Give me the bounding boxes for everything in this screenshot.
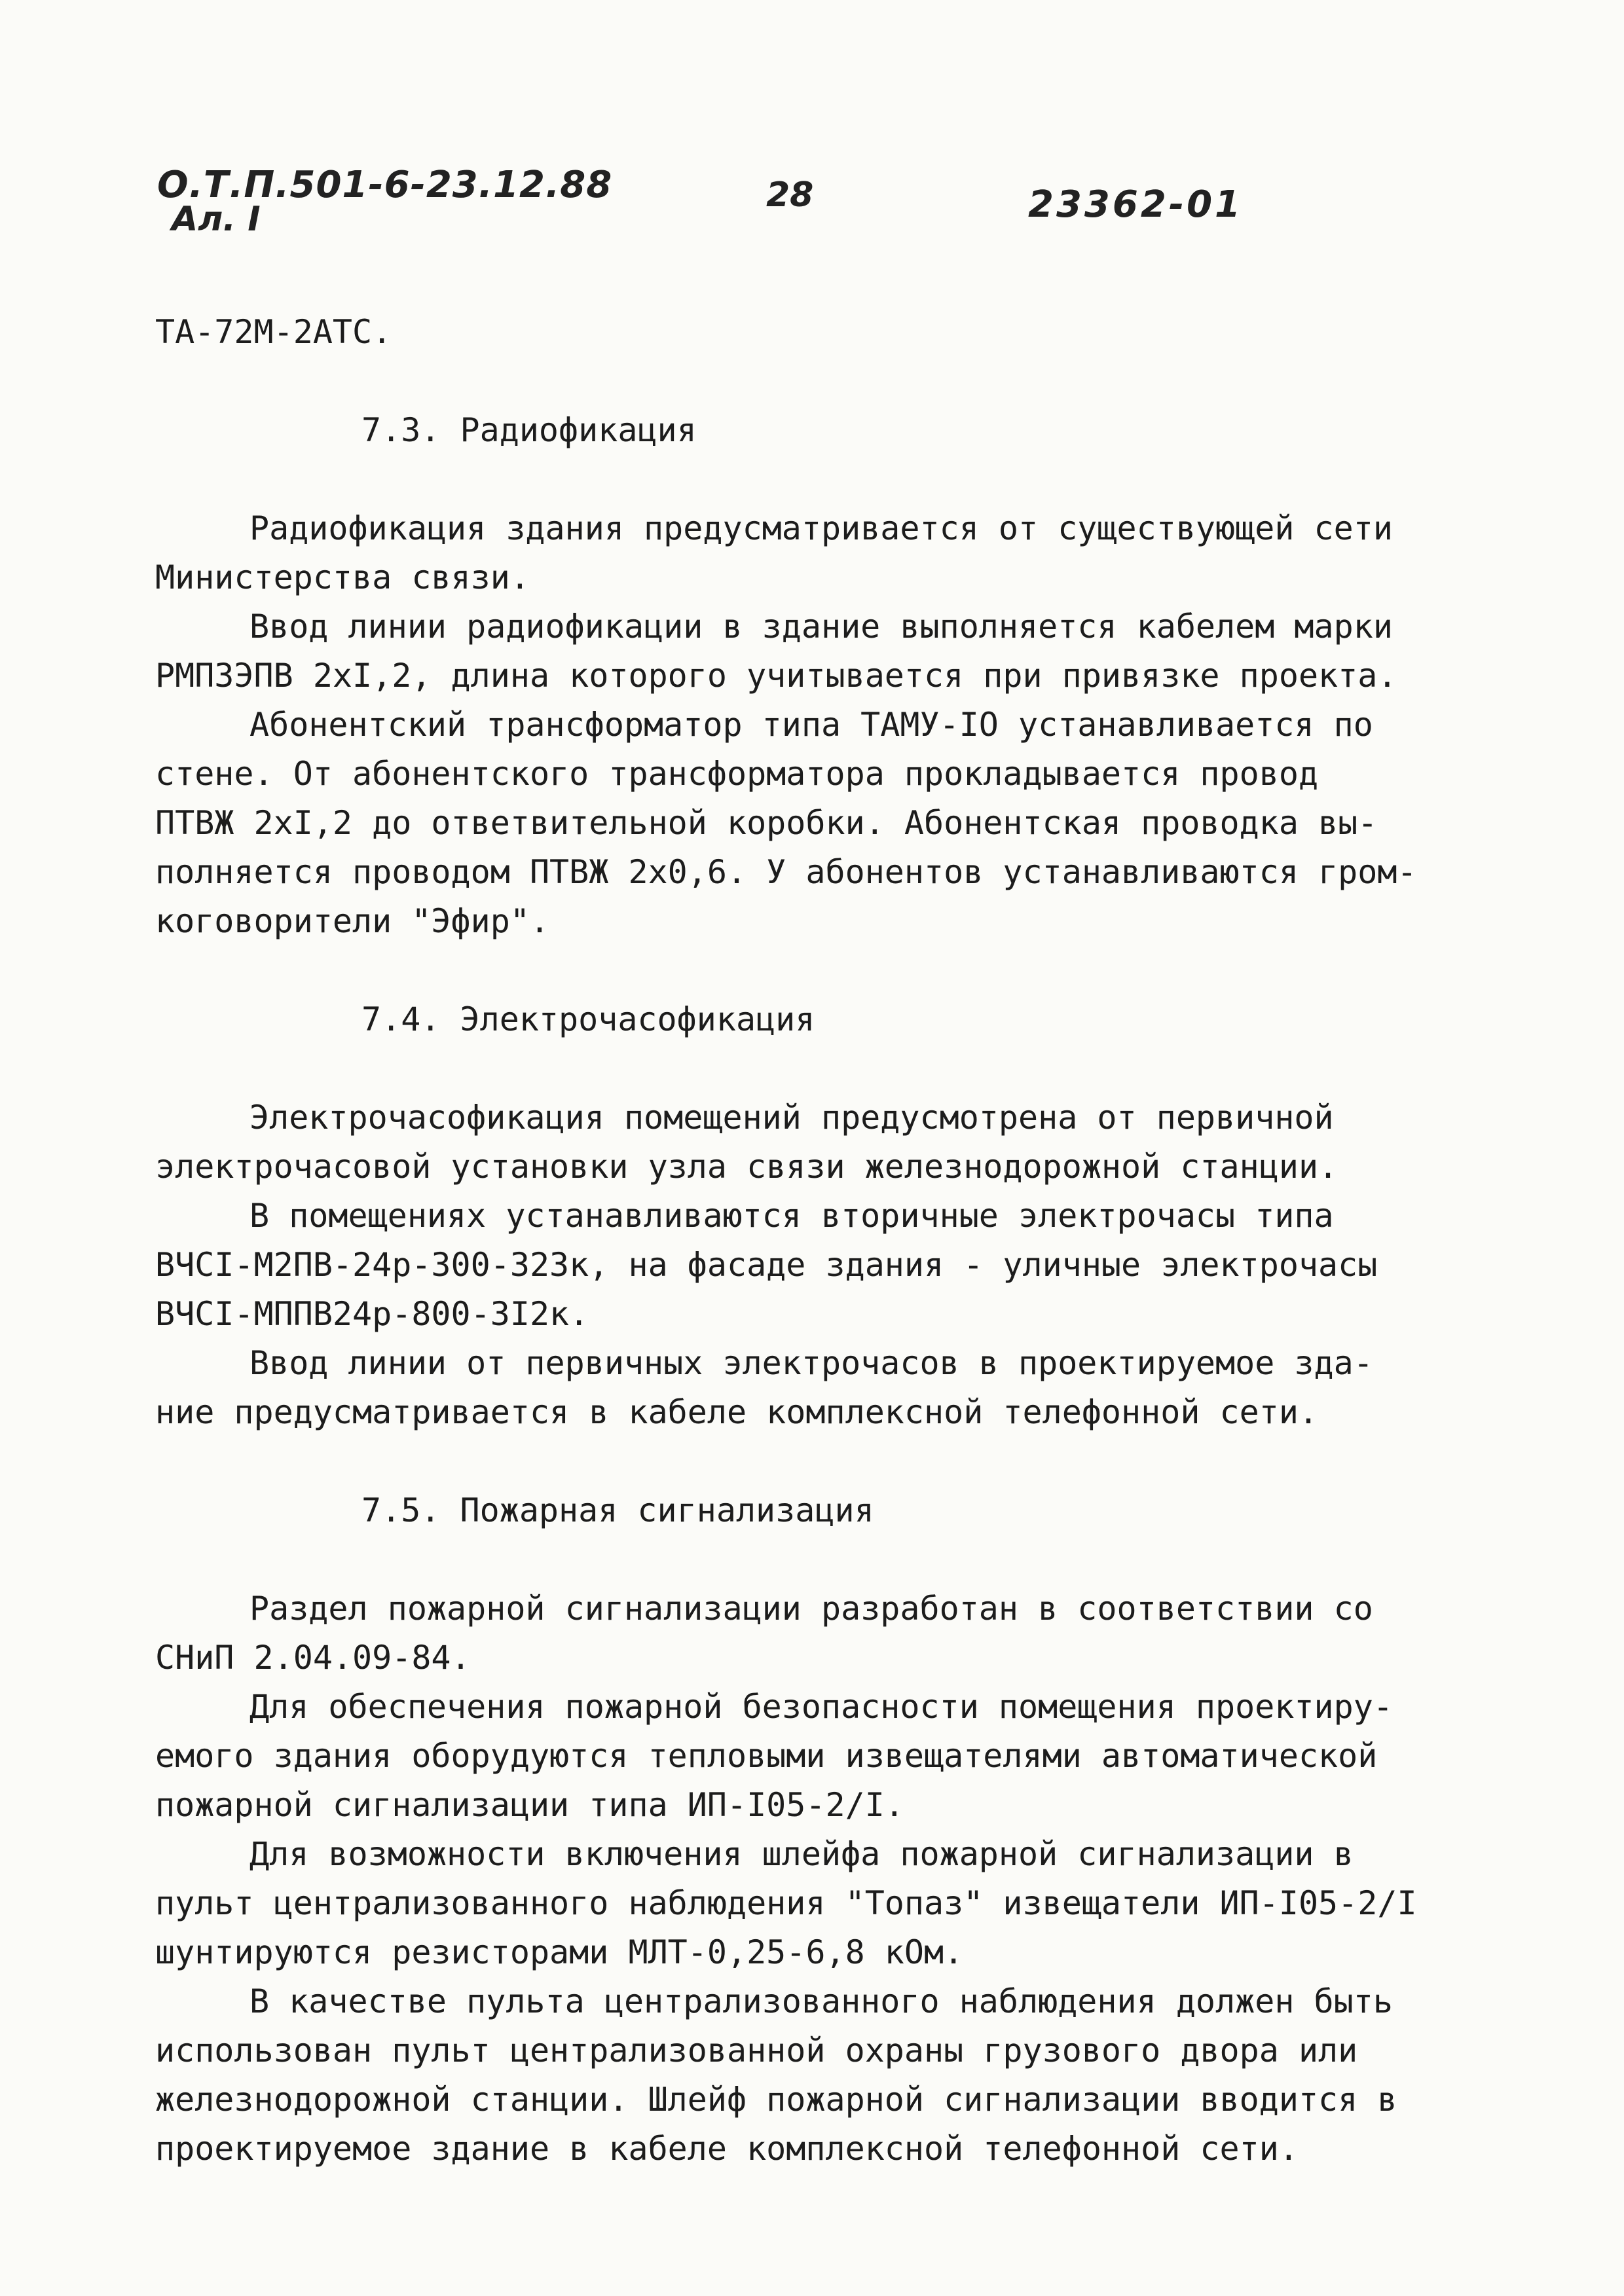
page-number: 28 [766, 175, 814, 215]
text-line: Министерства связи. [155, 558, 530, 596]
text-line: ТА-72М-2АТС. [155, 313, 392, 351]
text-line: РМПЗЭПВ 2хI,2, длина которого учитывается при привязке проекта. [155, 657, 1397, 695]
text-line: Раздел пожарной сигнализации разработан в соответствии со [249, 1590, 1373, 1628]
text-line: В качестве пульта централизованного наблюдения должен быть [249, 1982, 1393, 2020]
text-line: В помещениях устанавливаются вторичные электрочасы типа [249, 1197, 1334, 1235]
text-line: пульт централизованного наблюдения "Топаз" извещатели ИП-I05-2/I [155, 1884, 1417, 1922]
section-heading: 7.4. Электрочасофикация [361, 1000, 815, 1038]
text-line: Радиофикация здания предусматривается от существующей сети [249, 509, 1393, 547]
section-heading: 7.5. Пожарная сигнализация [361, 1491, 874, 1529]
archive-number: 23362-01 [1028, 183, 1243, 226]
document-code: О.Т.П.501-6-23.12.88 [157, 164, 613, 206]
text-line: полняется проводом ПТВЖ 2х0,6. У абонентов устанавливаются гром- [155, 853, 1417, 891]
text-line: коговорители "Эфир". [155, 902, 550, 940]
blank-line [155, 1437, 1485, 1486]
text-line: стене. От абонентского трансформатора прокладывается провод [155, 755, 1319, 793]
blank-line [155, 1535, 1485, 1584]
section-heading: 7.3. Радиофикация [361, 411, 697, 449]
blank-line [155, 455, 1485, 504]
text-line: шунтируются резисторами МЛТ-0,25-6,8 кОм. [155, 1933, 964, 1971]
text-line: Для обеспечения пожарной безопасности помещения проектиру- [249, 1688, 1393, 1726]
blank-line [155, 357, 1485, 406]
blank-line [155, 946, 1485, 995]
document-body [155, 308, 1485, 2174]
sheet-label: Ал. I [172, 200, 261, 239]
text-line: ВЧСI-МППВ24р-800-3I2к. [155, 1295, 589, 1333]
text-line: проектируемое здание в кабеле комплексной телефонной сети. [155, 2130, 1299, 2168]
text-line: пожарной сигнализации типа ИП-I05-2/I. [155, 1786, 904, 1824]
text-line: ние предусматривается в кабеле комплексной телефонной сети. [155, 1393, 1319, 1431]
text-line: СНиП 2.04.09-84. [155, 1639, 471, 1677]
text-line: Абонентский трансформатор типа ТАМУ-IО устанавливается по [249, 706, 1373, 744]
text-line: емого здания оборудуются тепловыми извещателями автоматической [155, 1737, 1378, 1775]
text-line: Для возможности включения шлейфа пожарной сигнализации в [249, 1835, 1354, 1873]
text-line: ПТВЖ 2хI,2 до ответвительной коробки. Абонентская проводка вы- [155, 804, 1378, 842]
text-line: электрочасовой установки узла связи железнодорожной станции. [155, 1148, 1338, 1186]
blank-line [155, 1044, 1485, 1093]
text-line: Ввод линии радиофикации в здание выполняется кабелем марки [249, 608, 1393, 646]
text-line: использован пульт централизованной охраны грузового двора или [155, 2032, 1358, 2069]
text-line: ВЧСI-М2ПВ-24р-300-323к, на фасаде здания - уличные электрочасы [155, 1246, 1378, 1284]
text-line: железнодорожной станции. Шлейф пожарной сигнализации вводится в [155, 2081, 1397, 2119]
text-line: Ввод линии от первичных электрочасов в проектируемое зда- [249, 1344, 1373, 1382]
text-line: Электрочасофикация помещений предусмотрена от первичной [249, 1099, 1334, 1137]
